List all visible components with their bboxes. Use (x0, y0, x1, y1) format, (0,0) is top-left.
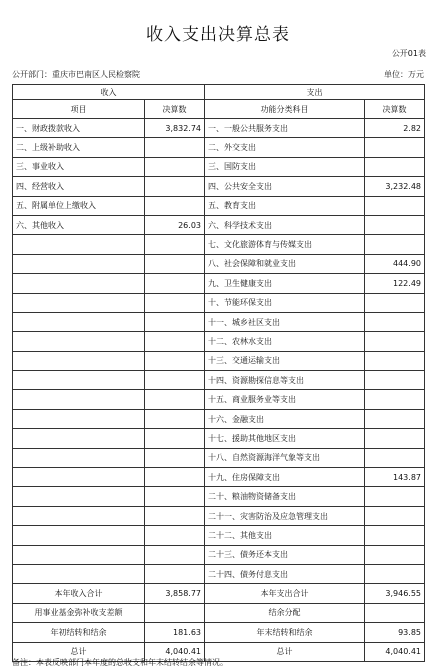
category-header: 功能分类科目 (205, 100, 365, 119)
cell-category: 二十、粮油物资储备支出 (205, 487, 365, 506)
cell-category: 四、公共安全支出 (205, 177, 365, 196)
cell-item: 本年收入合计 (13, 584, 145, 603)
cell-item (13, 293, 145, 312)
cell-category: 十一、城乡社区支出 (205, 312, 365, 331)
cell-amount2 (365, 138, 425, 157)
cell-category: 十六、金融支出 (205, 409, 365, 428)
cell-category: 二、外交支出 (205, 138, 365, 157)
cell-amount2 (365, 487, 425, 506)
summary-row (13, 584, 425, 603)
cell-item: 一、财政拨款收入 (13, 119, 145, 138)
table-row (13, 351, 425, 370)
table-row (13, 274, 425, 293)
cell-amount2 (365, 351, 425, 370)
cell-category: 十三、交通运输支出 (205, 351, 365, 370)
cell-amount2 (365, 409, 425, 428)
income-header: 收入 (13, 85, 205, 100)
cell-item (13, 235, 145, 254)
cell-item (13, 429, 145, 448)
cell-amount2 (365, 545, 425, 564)
cell-amount2: 3,232.48 (365, 177, 425, 196)
cell-amount (145, 506, 205, 525)
cell-amount2 (365, 526, 425, 545)
cell-item (13, 564, 145, 583)
header-row-group (13, 85, 425, 100)
cell-category: 十四、资源勘探信息等支出 (205, 371, 365, 390)
summary-row (13, 623, 425, 642)
cell-category: 六、科学技术支出 (205, 215, 365, 234)
cell-amount (145, 448, 205, 467)
table-row (13, 332, 425, 351)
header-row-columns (13, 100, 425, 119)
cell-item: 六、其他收入 (13, 215, 145, 234)
cell-amount2 (365, 293, 425, 312)
cell-amount (145, 235, 205, 254)
cell-category: 总计 (205, 642, 365, 661)
table-row (13, 157, 425, 176)
cell-category: 十二、农林水支出 (205, 332, 365, 351)
amount2-header: 决算数 (365, 100, 425, 119)
summary-row (13, 603, 425, 622)
table-row (13, 429, 425, 448)
cell-amount2 (365, 196, 425, 215)
table-row (13, 235, 425, 254)
cell-category: 本年支出合计 (205, 584, 365, 603)
cell-category: 十五、商业服务业等支出 (205, 390, 365, 409)
table-row (13, 177, 425, 196)
table-row (13, 293, 425, 312)
table-row (13, 119, 425, 138)
table-row (13, 371, 425, 390)
cell-amount2 (365, 312, 425, 331)
cell-amount (145, 351, 205, 370)
cell-amount2: 444.90 (365, 254, 425, 273)
table-row (13, 390, 425, 409)
cell-amount (145, 409, 205, 428)
cell-amount2 (365, 157, 425, 176)
cell-amount (145, 332, 205, 351)
cell-category: 二十二、其他支出 (205, 526, 365, 545)
cell-amount (145, 526, 205, 545)
expense-header: 支出 (205, 85, 425, 100)
item-header: 项目 (13, 100, 145, 119)
cell-item (13, 409, 145, 428)
cell-amount (145, 487, 205, 506)
cell-category: 年末结转和结余 (205, 623, 365, 642)
cell-category: 七、文化旅游体育与传媒支出 (205, 235, 365, 254)
cell-item: 四、经营收入 (13, 177, 145, 196)
table-row (13, 409, 425, 428)
cell-category: 一、一般公共服务支出 (205, 119, 365, 138)
cell-amount (145, 371, 205, 390)
cell-amount (145, 274, 205, 293)
cell-item (13, 371, 145, 390)
table-row (13, 215, 425, 234)
table-row (13, 526, 425, 545)
cell-amount: 181.63 (145, 623, 205, 642)
cell-amount (145, 390, 205, 409)
cell-amount2: 3,946.55 (365, 584, 425, 603)
unit-label: 单位：万元 (384, 70, 424, 79)
cell-amount2: 4,040.41 (365, 642, 425, 661)
cell-amount2 (365, 332, 425, 351)
cell-amount2: 93.85 (365, 623, 425, 642)
cell-category: 十、节能环保支出 (205, 293, 365, 312)
table-row (13, 138, 425, 157)
cell-item (13, 526, 145, 545)
form-number: 公开01表 (391, 49, 426, 58)
cell-amount (145, 138, 205, 157)
cell-amount2 (365, 215, 425, 234)
cell-amount (145, 254, 205, 273)
cell-item: 用事业基金弥补收支差额 (13, 603, 145, 622)
cell-item (13, 390, 145, 409)
table-row (13, 254, 425, 273)
cell-item (13, 254, 145, 273)
cell-item (13, 506, 145, 525)
cell-amount2: 2.82 (365, 119, 425, 138)
cell-category: 十八、自然资源海洋气象等支出 (205, 448, 365, 467)
cell-item (13, 487, 145, 506)
cell-amount (145, 177, 205, 196)
cell-amount: 4,040.41 (145, 642, 205, 661)
cell-category: 五、教育支出 (205, 196, 365, 215)
cell-item (13, 274, 145, 293)
income-expense-table (12, 84, 425, 662)
cell-item: 二、上级补助收入 (13, 138, 145, 157)
cell-item: 总计 (13, 642, 145, 661)
cell-amount (145, 157, 205, 176)
page-title: 收入支出决算总表 (146, 25, 290, 45)
cell-category: 二十三、债务还本支出 (205, 545, 365, 564)
cell-category: 二十一、灾害防治及应急管理支出 (205, 506, 365, 525)
department-label: 公开部门：重庆市巴南区人民检察院 (12, 70, 140, 79)
cell-amount2 (365, 564, 425, 583)
table-row (13, 564, 425, 583)
cell-amount (145, 545, 205, 564)
cell-amount (145, 429, 205, 448)
cell-item (13, 351, 145, 370)
table-row (13, 448, 425, 467)
cell-item: 年初结转和结余 (13, 623, 145, 642)
cell-amount2 (365, 448, 425, 467)
cell-category: 十七、援助其他地区支出 (205, 429, 365, 448)
cell-amount2: 143.87 (365, 468, 425, 487)
cell-item: 五、附属单位上缴收入 (13, 196, 145, 215)
cell-item (13, 332, 145, 351)
cell-category: 八、社会保障和就业支出 (205, 254, 365, 273)
cell-category: 九、卫生健康支出 (205, 274, 365, 293)
cell-amount (145, 293, 205, 312)
cell-amount: 26.03 (145, 215, 205, 234)
cell-amount2 (365, 390, 425, 409)
cell-amount2 (365, 429, 425, 448)
cell-amount: 3,858.77 (145, 584, 205, 603)
table-row (13, 545, 425, 564)
cell-amount: 3,832.74 (145, 119, 205, 138)
cell-category: 结余分配 (205, 603, 365, 622)
table-row (13, 468, 425, 487)
cell-amount (145, 603, 205, 622)
cell-item (13, 312, 145, 331)
cell-item (13, 468, 145, 487)
cell-amount2 (365, 506, 425, 525)
cell-amount (145, 196, 205, 215)
footnote: 备注：本表反映部门本年度的总收支和年末结转结余等情况。 (12, 658, 228, 667)
cell-item (13, 448, 145, 467)
table-row (13, 487, 425, 506)
cell-category: 十九、住房保障支出 (205, 468, 365, 487)
cell-amount2 (365, 235, 425, 254)
cell-amount2 (365, 371, 425, 390)
table-row (13, 312, 425, 331)
cell-category: 三、国防支出 (205, 157, 365, 176)
table-row (13, 196, 425, 215)
table-row (13, 506, 425, 525)
amount-header: 决算数 (145, 100, 205, 119)
cell-item (13, 545, 145, 564)
cell-amount (145, 312, 205, 331)
cell-amount (145, 468, 205, 487)
cell-amount2 (365, 603, 425, 622)
cell-item: 三、事业收入 (13, 157, 145, 176)
cell-amount (145, 564, 205, 583)
cell-category: 二十四、债务付息支出 (205, 564, 365, 583)
cell-amount2: 122.49 (365, 274, 425, 293)
